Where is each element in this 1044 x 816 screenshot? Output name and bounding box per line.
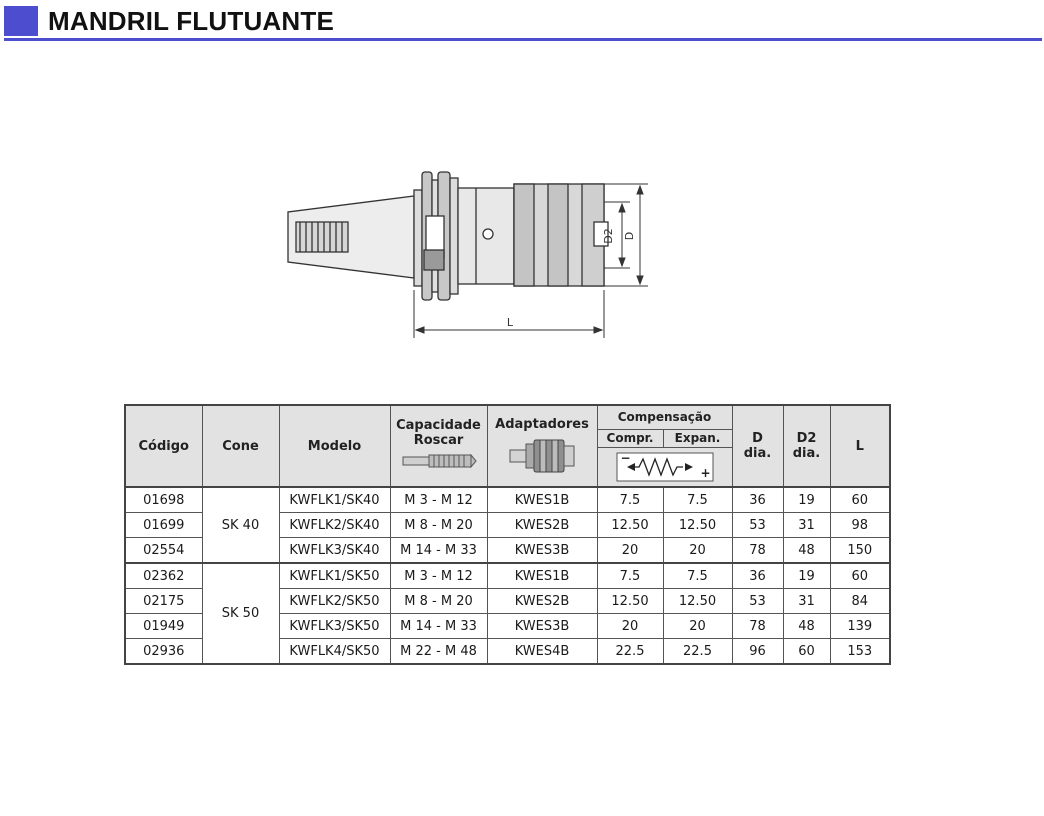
cell-l: 150: [830, 538, 890, 564]
dim-label-d: D: [623, 231, 636, 241]
cell-l: 60: [830, 487, 890, 513]
table-row: [125, 487, 890, 513]
cell-adaptador: KWES1B: [487, 563, 597, 589]
cell-d2: 19: [783, 487, 830, 513]
cell-modelo: KWFLK2/SK40: [279, 513, 390, 538]
cell-d: 53: [732, 589, 783, 614]
col-header-adaptadores: [487, 405, 597, 487]
col-header-expan: Expan.: [663, 429, 732, 447]
retention-thread: [296, 222, 348, 252]
cell-compr: 20: [597, 614, 663, 639]
cell-codigo: 01699: [125, 513, 202, 538]
col-header-cone: Cone: [202, 405, 279, 487]
cell-adaptador: KWES1B: [487, 487, 597, 513]
col-header-codigo: Código: [125, 405, 202, 487]
cell-d: 78: [732, 614, 783, 639]
cell-l: 139: [830, 614, 890, 639]
cell-capacidade: M 8 - M 20: [390, 513, 487, 538]
col-header-compr: Compr.: [597, 429, 663, 447]
dim-label-d2: D2: [602, 228, 615, 244]
col-header-capacidade: [390, 405, 487, 487]
cell-compr: 12.50: [597, 513, 663, 538]
cell-capacidade: M 8 - M 20: [390, 589, 487, 614]
cell-adaptador: KWES3B: [487, 538, 597, 564]
col-header-l: L: [830, 405, 890, 487]
cell-codigo: 02175: [125, 589, 202, 614]
cell-modelo: KWFLK3/SK50: [279, 614, 390, 639]
spec-table: [124, 404, 891, 665]
cell-adaptador: KWES4B: [487, 639, 597, 665]
cell-d: 53: [732, 513, 783, 538]
cell-d: 36: [732, 487, 783, 513]
header-accent-square: [4, 6, 38, 36]
cell-d2: 48: [783, 614, 830, 639]
cell-codigo: 01698: [125, 487, 202, 513]
body-hole: [483, 229, 493, 239]
cell-capacidade: M 14 - M 33: [390, 614, 487, 639]
cell-expan: 7.5: [663, 487, 732, 513]
header-rule: [4, 38, 1042, 41]
cell-d: 36: [732, 563, 783, 589]
cell-d2: 19: [783, 563, 830, 589]
flange: [414, 190, 422, 286]
cell-d: 96: [732, 639, 783, 665]
cell-codigo: 01949: [125, 614, 202, 639]
compensation-plus-label: +: [700, 465, 711, 480]
cell-capacidade: M 14 - M 33: [390, 538, 487, 564]
col-header-modelo: Modelo: [279, 405, 390, 487]
cell-capacidade: M 3 - M 12: [390, 487, 487, 513]
col-header-d2: [783, 405, 830, 487]
cell-l: 60: [830, 563, 890, 589]
cell-expan: 20: [663, 614, 732, 639]
cell-modelo: KWFLK1/SK40: [279, 487, 390, 513]
cell-compr: 20: [597, 538, 663, 564]
cell-modelo: KWFLK4/SK50: [279, 639, 390, 665]
cell-compr: 22.5: [597, 639, 663, 665]
cell-expan: 22.5: [663, 639, 732, 665]
cell-modelo: KWFLK2/SK50: [279, 589, 390, 614]
cell-d2: 31: [783, 589, 830, 614]
col-header-d2-line1: D2: [796, 431, 817, 446]
col-header-capacidade-line2: Roscar: [413, 432, 464, 448]
cell-compr: 7.5: [597, 487, 663, 513]
cell-codigo: 02936: [125, 639, 202, 665]
adaptor-icon: [504, 436, 580, 476]
cell-codigo: 02362: [125, 563, 202, 589]
cell-codigo: 02554: [125, 538, 202, 564]
cell-adaptador: KWES3B: [487, 614, 597, 639]
table-row: [125, 563, 890, 589]
cell-adaptador: KWES2B: [487, 589, 597, 614]
cell-modelo: KWFLK3/SK40: [279, 538, 390, 564]
page-title: MANDRIL FLUTUANTE: [48, 6, 334, 36]
col-header-adaptadores-label: Adaptadores: [495, 416, 589, 432]
col-header-compensacao: Compensação: [597, 405, 732, 429]
cell-d2: 60: [783, 639, 830, 665]
tool-holder-drawing: [270, 160, 670, 340]
cell-expan: 12.50: [663, 589, 732, 614]
dim-label-l: L: [506, 316, 514, 329]
col-header-d-line2: dia.: [743, 446, 772, 461]
cell-l: 153: [830, 639, 890, 665]
cell-expan: 12.50: [663, 513, 732, 538]
compensation-minus-label: −: [620, 450, 631, 465]
cell-capacidade: M 3 - M 12: [390, 563, 487, 589]
cell-compr: 12.50: [597, 589, 663, 614]
cell-expan: 7.5: [663, 563, 732, 589]
cell-expan: 20: [663, 538, 732, 564]
cell-modelo: KWFLK1/SK50: [279, 563, 390, 589]
page-header: [4, 4, 1042, 42]
col-header-compensacao-icon-cell: [597, 447, 732, 487]
cell-d: 78: [732, 538, 783, 564]
cell-adaptador: KWES2B: [487, 513, 597, 538]
cell-cone: SK 40: [202, 487, 279, 563]
cell-d2: 48: [783, 538, 830, 564]
cell-l: 98: [830, 513, 890, 538]
cell-capacidade: M 22 - M 48: [390, 639, 487, 665]
col-header-capacidade-line1: Capacidade: [396, 417, 481, 433]
col-header-d-line1: D: [752, 431, 763, 446]
tap-icon: [401, 451, 477, 471]
col-header-d: [732, 405, 783, 487]
cell-compr: 7.5: [597, 563, 663, 589]
cell-cone: SK 50: [202, 563, 279, 664]
col-header-d2-line2: dia.: [792, 446, 821, 461]
cell-l: 84: [830, 589, 890, 614]
cell-d2: 31: [783, 513, 830, 538]
